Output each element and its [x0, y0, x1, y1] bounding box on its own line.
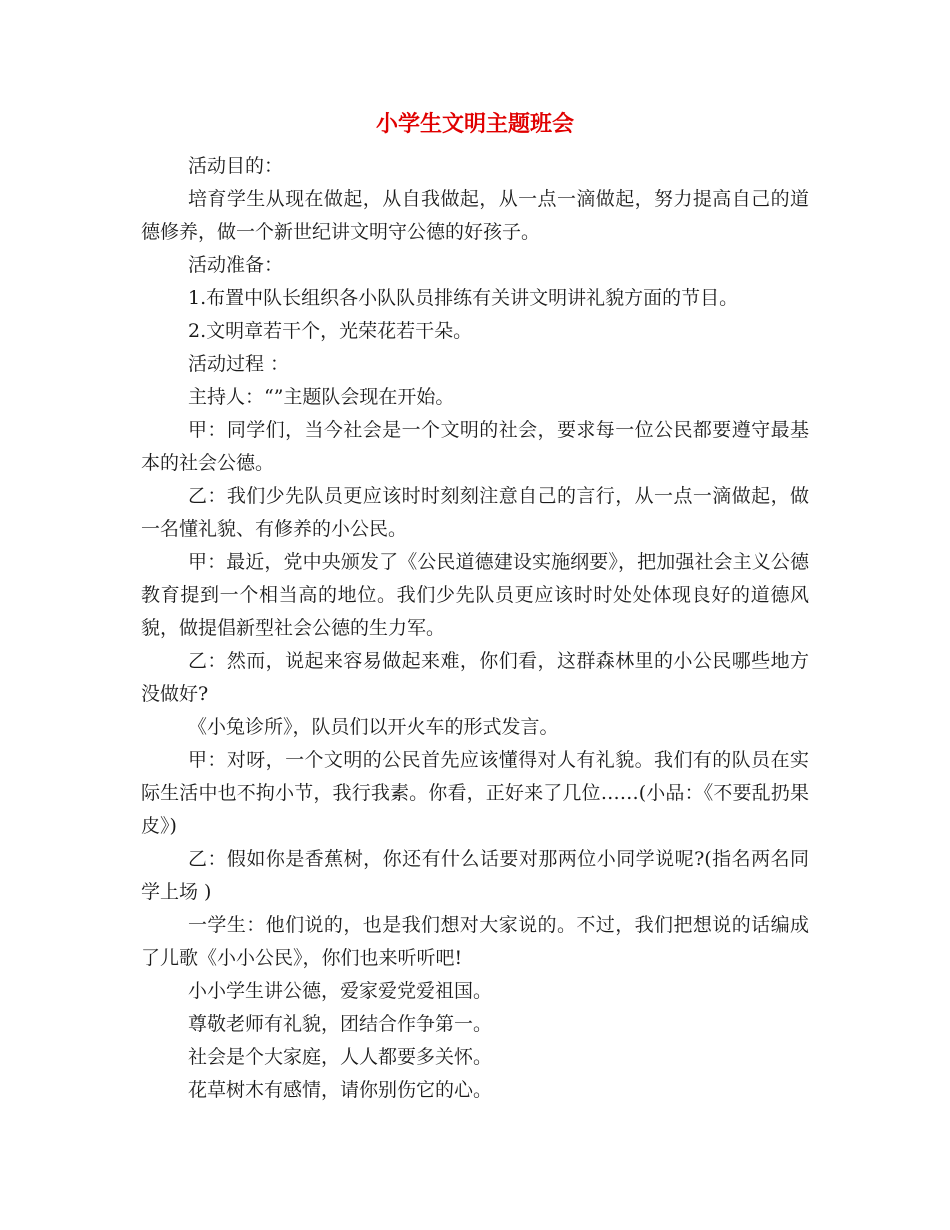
paragraph: 1.布置中队长组织各小队队员排练有关讲文明讲礼貌方面的节目。	[188, 287, 739, 309]
paragraph: 乙：然而，说起来容易做起来难，你们看，这群森林里的小公民哪些地方没做好?	[141, 650, 809, 705]
paragraph: 乙：我们少先队员更应该时时刻刻注意自己的言行，从一点一滴做起，做一名懂礼貌、有修养的小公民。	[141, 485, 809, 540]
paragraph: 甲：最近，党中央颁发了《公民道德建设实施纲要》，把加强社会主义公德教育提到一个相当高的地位。我们少先队员更应该时时处处体现良好的道德风貌，做提倡新型社会公德的生力军。	[141, 551, 809, 639]
paragraph: 2.文明章若干个，光荣花若干朵。	[188, 320, 473, 342]
paragraph: 活动准备：	[188, 254, 284, 276]
document-body	[141, 150, 809, 1107]
paragraph: 社会是个大家庭，人人都要多关怀。	[188, 1046, 493, 1068]
paragraph: 《小兔诊所》，队员们以开火车的形式发言。	[188, 716, 559, 738]
document-title: 小学生文明主题班会	[375, 112, 574, 137]
paragraph: 活动目的：	[188, 155, 284, 177]
paragraph: 培育学生从现在做起，从自我做起，从一点一滴做起，努力提高自己的道德修养，做一个新世纪讲文明守公德的好孩子。	[141, 188, 809, 243]
paragraph: 尊敬老师有礼貌，团结合作争第一。	[188, 1013, 493, 1035]
paragraph: 甲：同学们，当今社会是一个文明的社会，要求每一位公民都要遵守最基本的社会公德。	[141, 419, 809, 474]
paragraph: 花草树木有感情，请你别伤它的心。	[188, 1079, 493, 1101]
paragraph: 甲：对呀，一个文明的公民首先应该懂得对人有礼貌。我们有的队员在实际生活中也不拘小节，我行我素。你看，正好来了几位……(小品：《不要乱扔果皮》)	[141, 749, 809, 837]
paragraph: 乙：假如你是香蕉树，你还有什么话要对那两位小同学说呢?(指名两名同学上场 )	[141, 848, 809, 903]
paragraph: 一学生：他们说的，也是我们想对大家说的。不过，我们把想说的话编成了儿歌《小小公民》，你们也来听听吧!	[141, 914, 809, 969]
paragraph: 小小学生讲公德，爱家爱党爱祖国。	[188, 980, 493, 1002]
paragraph: 活动过程 ：	[188, 353, 290, 375]
paragraph: 主持人：“”主题队会现在开始。	[188, 386, 455, 408]
